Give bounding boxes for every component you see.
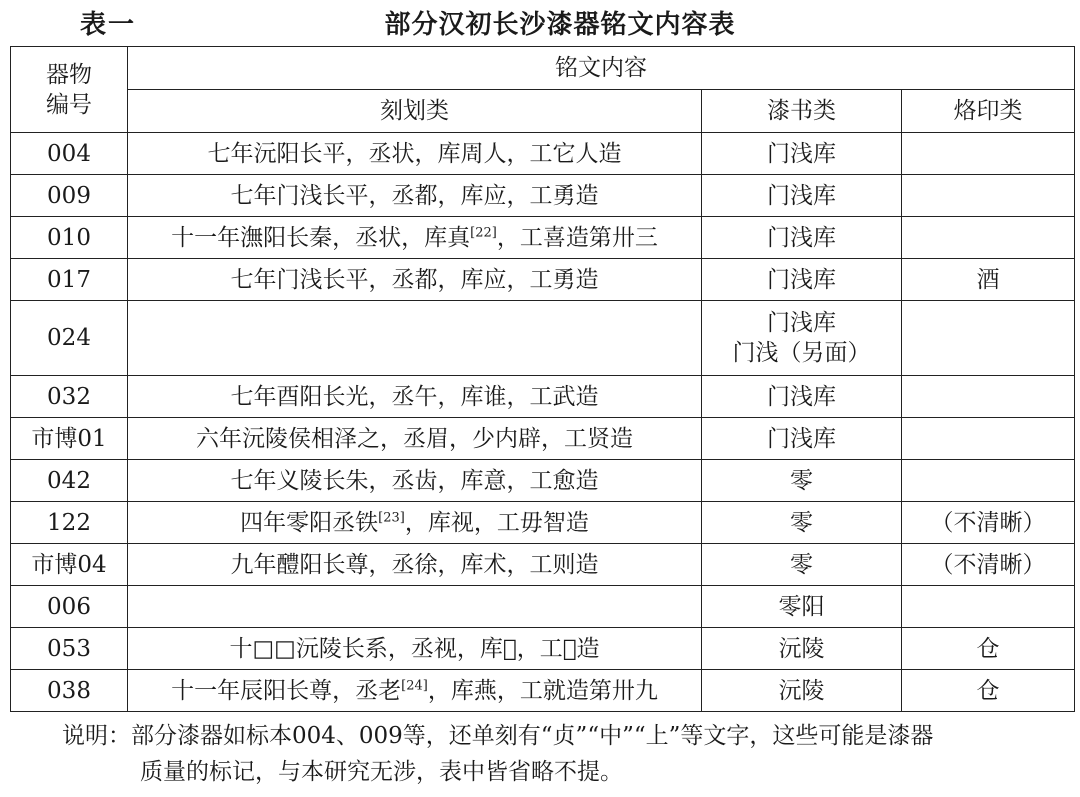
cell-carved: 十一年潕阳长秦，丞状，库真[22]，工喜造第卅三: [128, 217, 702, 259]
cell-id: 042: [11, 460, 128, 502]
note-line-2: 质量的标记，与本研究无涉，表中皆省略不提。: [140, 759, 623, 785]
cell-id: 017: [11, 259, 128, 301]
cell-branded: 仓: [902, 670, 1075, 712]
table-row: [11, 133, 1075, 175]
cell-branded: [902, 301, 1075, 376]
footnote-ref: [24]: [401, 677, 428, 693]
cell-painted: 门浅库: [702, 217, 902, 259]
cell-painted: 门浅库: [702, 376, 902, 418]
header-branded: 烙印类: [902, 90, 1075, 133]
cell-painted: 零: [702, 502, 902, 544]
cell-branded: （不清晰）: [902, 544, 1075, 586]
cell-carved: 七年门浅长平，丞都，库应，工勇造: [128, 259, 702, 301]
cell-painted: 沅陵: [702, 670, 902, 712]
cell-branded: [902, 133, 1075, 175]
header-carved: 刻划类: [128, 90, 702, 133]
cell-branded: [902, 460, 1075, 502]
cell-id: 032: [11, 376, 128, 418]
cell-branded: 酒: [902, 259, 1075, 301]
cell-branded: [902, 418, 1075, 460]
cell-id: 市博01: [11, 418, 128, 460]
cell-carved: [128, 586, 702, 628]
cell-branded: [902, 217, 1075, 259]
cell-id: 024: [11, 301, 128, 376]
table-row: [11, 460, 1075, 502]
cell-painted: 沅陵: [702, 628, 902, 670]
cell-branded: [902, 175, 1075, 217]
cell-carved: 十一年辰阳长尊，丞老[24]，库燕，工就造第卅九: [128, 670, 702, 712]
ancient-glyph: 𢀳: [502, 635, 517, 662]
cell-id: 038: [11, 670, 128, 712]
cell-painted: 门浅库: [702, 133, 902, 175]
cell-id: 市博04: [11, 544, 128, 586]
cell-painted: 零: [702, 460, 902, 502]
cell-id: 122: [11, 502, 128, 544]
cell-carved: 六年沅陵侯相泽之，丞眉，少内辟，工贤造: [128, 418, 702, 460]
cell-id: 004: [11, 133, 128, 175]
cell-branded: 仓: [902, 628, 1075, 670]
cell-id: 009: [11, 175, 128, 217]
cell-painted: 零: [702, 544, 902, 586]
table-row: [11, 628, 1075, 670]
table-row: [11, 259, 1075, 301]
table-row: [11, 418, 1075, 460]
table-row: [11, 175, 1075, 217]
table-title: 部分汉初长沙漆器铭文内容表: [384, 10, 736, 40]
table-row: [11, 217, 1075, 259]
cell-carved: [128, 301, 702, 376]
cell-branded: [902, 586, 1075, 628]
cell-carved: 七年门浅长平，丞都，库应，工勇造: [128, 175, 702, 217]
cell-branded: [902, 376, 1075, 418]
note-line-1: 说明：部分漆器如标本004、009等，还单刻有“贞”“中”“上”等文字，这些可能是漆器: [62, 723, 934, 749]
footnote-ref: [22]: [470, 224, 497, 240]
cell-painted: 零阳: [702, 586, 902, 628]
cell-id: 006: [11, 586, 128, 628]
header-row-1: [11, 47, 1075, 90]
cell-carved: 十□□沅陵长系，丞视，库𢀳，工𣃼造: [128, 628, 702, 670]
header-object-id: 器物 编号: [11, 47, 128, 133]
table-note: [62, 718, 1072, 790]
cell-carved: 九年醴阳长尊，丞徐，库术，工则造: [128, 544, 702, 586]
header-inscription: 铭文内容: [128, 47, 1075, 90]
cell-painted: 门浅库: [702, 259, 902, 301]
table-row: [11, 670, 1075, 712]
cell-carved: 七年义陵长朱，丞齿，库意，工愈造: [128, 460, 702, 502]
cell-painted: 门浅库: [702, 175, 902, 217]
cell-carved: 四年零阳丞铁[23]，库视，工毋智造: [128, 502, 702, 544]
header-painted: 漆书类: [702, 90, 902, 133]
cell-carved: 七年沅阳长平，丞状，库周人，工它人造: [128, 133, 702, 175]
cell-carved: 七年酉阳长光，丞午，库谁，工武造: [128, 376, 702, 418]
table-row: [11, 544, 1075, 586]
table-title-row: [0, 0, 1080, 46]
table-row: [11, 301, 1075, 376]
cell-branded: （不清晰）: [902, 502, 1075, 544]
cell-id: 053: [11, 628, 128, 670]
table-number: 表一: [80, 10, 137, 40]
table-row: [11, 502, 1075, 544]
table-row: [11, 586, 1075, 628]
inscription-table: [10, 46, 1075, 712]
cell-painted: 门浅库 门浅（另面）: [702, 301, 902, 376]
cell-painted: 门浅库: [702, 418, 902, 460]
footnote-ref: [23]: [378, 509, 405, 525]
ancient-glyph: 𣃼: [562, 635, 577, 662]
header-row-2: [11, 90, 1075, 133]
table-row: [11, 376, 1075, 418]
cell-id: 010: [11, 217, 128, 259]
